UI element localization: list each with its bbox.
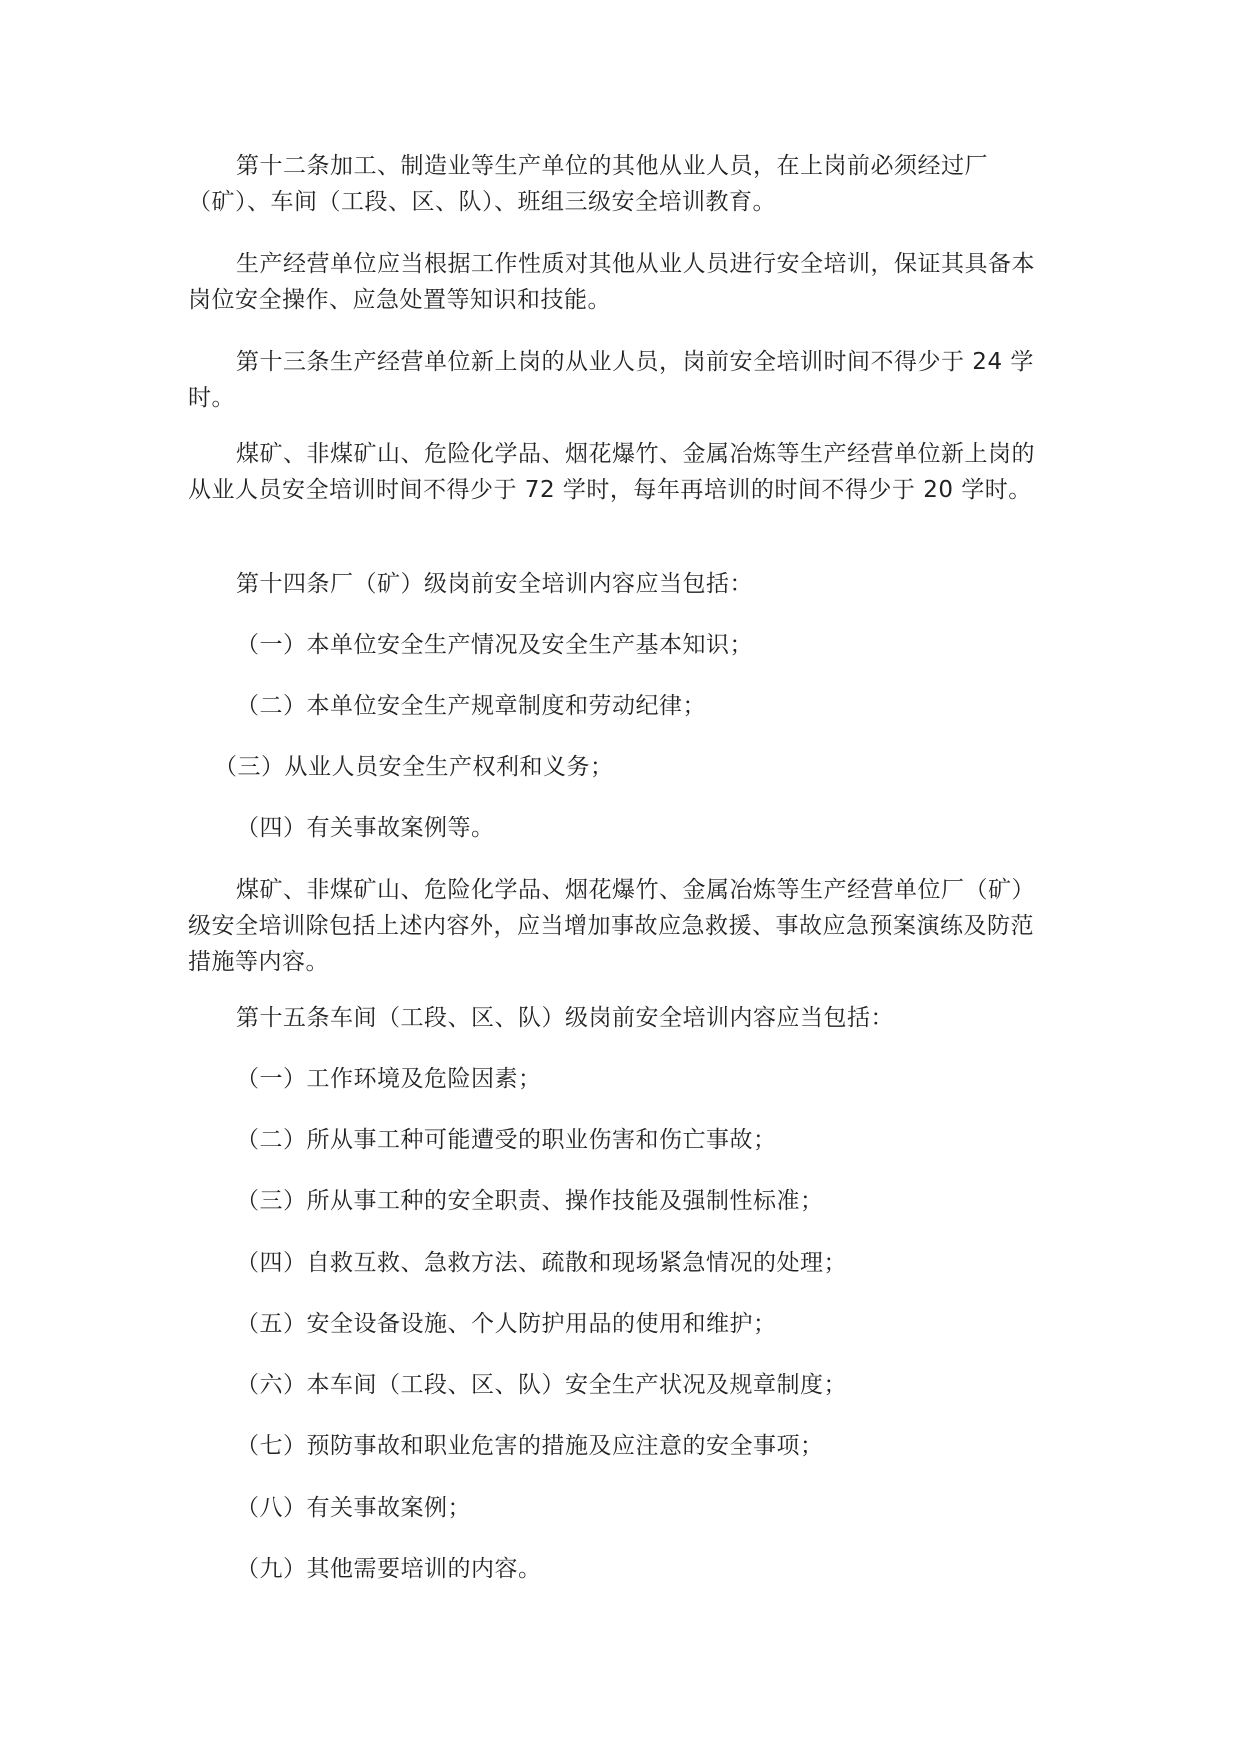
list-item: （五）安全设备设施、个人防护用品的使用和维护； bbox=[236, 1311, 777, 1337]
paragraph-article-13: 第十三条生产经营单位新上岗的从业人员，岗前安全培训时间不得少于 24 学时。 bbox=[188, 349, 1034, 411]
list-item: （八）有关事故案例； bbox=[236, 1495, 471, 1521]
list-item: （七）预防事故和职业危害的措施及应注意的安全事项； bbox=[236, 1433, 824, 1459]
paragraph-article-12: 第十二条加工、制造业等生产单位的其他从业人员，在上岗前必须经过厂（矿）、车间（工段、区、队）、班组三级安全培训教育。 bbox=[188, 153, 988, 215]
list-item: （一）本单位安全生产情况及安全生产基本知识； bbox=[236, 632, 753, 658]
paragraph-article-12-note: 生产经营单位应当根据工作性质对其他从业人员进行安全培训，保证其具备本岗位安全操作、应急处置等知识和技能。 bbox=[188, 251, 1035, 313]
list-item: （六）本车间（工段、区、队）安全生产状况及规章制度； bbox=[236, 1372, 847, 1398]
paragraph-article-14: 第十四条厂（矿）级岗前安全培训内容应当包括： bbox=[236, 571, 753, 597]
paragraph-article-15: 第十五条车间（工段、区、队）级岗前安全培训内容应当包括： bbox=[236, 1005, 894, 1031]
list-item: （二）本单位安全生产规章制度和劳动纪律； bbox=[236, 693, 706, 719]
list-item: （三）所从事工种的安全职责、操作技能及强制性标准； bbox=[236, 1188, 824, 1214]
list-item: （四）有关事故案例等。 bbox=[236, 815, 495, 841]
list-item: （九）其他需要培训的内容。 bbox=[236, 1556, 542, 1582]
list-item: （一）工作环境及危险因素； bbox=[236, 1066, 542, 1092]
paragraph-article-14-note: 煤矿、非煤矿山、危险化学品、烟花爆竹、金属冶炼等生产经营单位厂（矿）级安全培训除包括上述内容外，应当增加事故应急救援、事故应急预案演练及防范措施等内容。 bbox=[188, 877, 1035, 975]
list-item: （二）所从事工种可能遭受的职业伤害和伤亡事故； bbox=[236, 1127, 777, 1153]
list-item: （四）自救互救、急救方法、疏散和现场紧急情况的处理； bbox=[236, 1250, 847, 1276]
list-item: （三）从业人员安全生产权利和义务； bbox=[214, 754, 614, 780]
paragraph-article-13-note: 煤矿、非煤矿山、危险化学品、烟花爆竹、金属冶炼等生产经营单位新上岗的从业人员安全培训时间不得少于 72 学时，每年再培训的时间不得少于 20 学时。 bbox=[188, 441, 1035, 503]
